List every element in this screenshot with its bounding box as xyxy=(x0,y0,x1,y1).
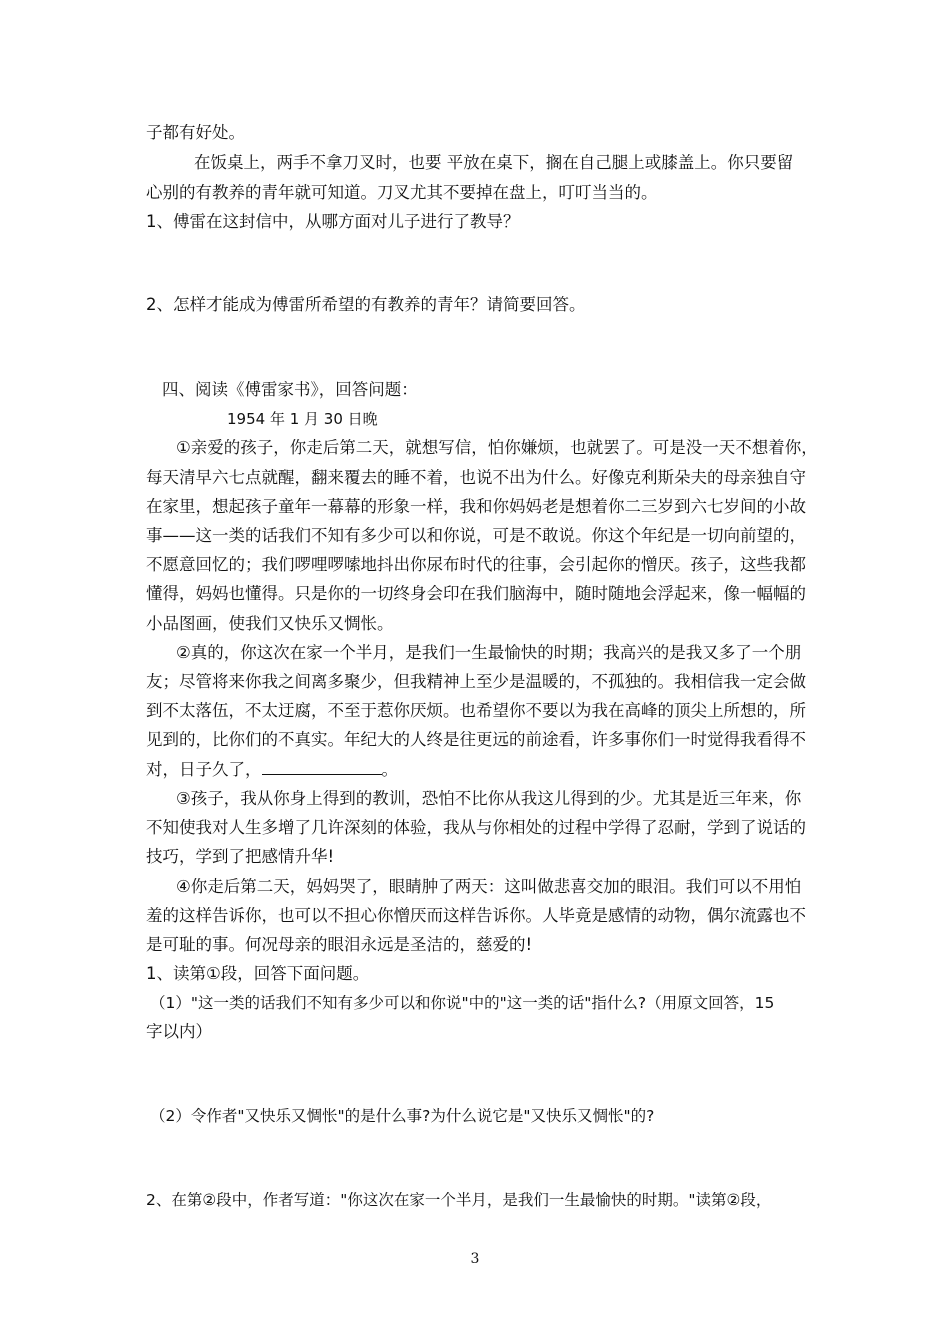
page-number: 3 xyxy=(470,1251,480,1267)
answer-blank[interactable] xyxy=(262,760,382,775)
paragraph-1-line: 不愿意回忆的；我们啰哩啰嗦地抖出你尿布时代的往事，会引起你的憎厌。孩子，这些我都 xyxy=(146,555,806,574)
paragraph-2-line: 见到的，比你们的不真实。年纪大的人终是往更远的前途看，许多事你们一时觉得我看得不 xyxy=(146,730,806,749)
paragraph-2-line: 到不太落伍，不太迂腐，不至于惹你厌烦。也希望你不要以为我在高峰的顶尖上所想的，所 xyxy=(146,701,806,720)
question-a-1-cont: 字以内） xyxy=(146,1022,212,1041)
paragraph-1-line: 懂得，妈妈也懂得。只是你的一切终身会印在我们脑海中，随时随地会浮起来，像一幅幅的 xyxy=(146,584,806,603)
paragraph-3-line: 不知使我对人生多增了几许深刻的体验，我从与你相处的过程中学得了忍耐，学到了说话的 xyxy=(146,818,806,837)
question-a-2: （2）令作者"又快乐又惆怅"的是什么事?为什么说它是"又快乐又惆怅"的? xyxy=(150,1107,655,1125)
text-segment: 对，日子久了， xyxy=(146,760,262,779)
question-a: 1、读第①段，回答下面问题。 xyxy=(146,964,370,983)
paragraph-1-line: 每天清早六七点就醒，翻来覆去的睡不着，也说不出为什么。好像克利斯朵夫的母亲独自守 xyxy=(146,468,806,487)
paragraph-3-line: 技巧，学到了把感情升华! xyxy=(146,847,335,866)
text-segment: 。 xyxy=(381,760,398,779)
paragraph-1-line: 小品图画，使我们又快乐又惆怅。 xyxy=(146,614,394,633)
text-line: 心别的有教养的青年就可知道。刀叉尤其不要掉在盘上，叮叮当当的。 xyxy=(146,183,658,202)
paragraph-4-line: 羞的这样告诉你，也可以不担心你憎厌而这样告诉你。人毕竟是感情的动物，偶尔流露也不 xyxy=(146,906,806,925)
paragraph-1-line: 在家里，想起孩子童年一幕幕的形象一样，我和你妈妈老是想着你二三岁到六七岁间的小故 xyxy=(146,497,806,516)
text-line: 子都有好处。 xyxy=(146,123,245,142)
question-2: 2、怎样才能成为傅雷所希望的有教养的青年？请简要回答。 xyxy=(146,295,586,314)
paragraph-1-line: 事——这一类的话我们不知有多少可以和你说，可是不敢说。你这个年纪是一切向前望的， xyxy=(146,526,806,545)
section-heading: 四、阅读《傅雷家书》，回答问题： xyxy=(162,380,418,399)
question-1: 1、傅雷在这封信中，从哪方面对儿子进行了教导？ xyxy=(146,212,520,231)
paragraph-1-line: ①亲爱的孩子，你走后第二天，就想写信，怕你嫌烦，也就罢了。可是没一天不想着你， xyxy=(176,438,818,457)
paragraph-2-line: ②真的，你这次在家一个半月，是我们一生最愉快的时期；我高兴的是我又多了一个朋 xyxy=(176,643,802,662)
question-a-1: （1）"这一类的话我们不知有多少可以和你说"中的"这一类的话"指什么?（用原文回答，15 xyxy=(150,994,775,1012)
paragraph-3-line: ③孩子，我从你身上得到的教训，恐怕不比你从我这儿得到的少。尤其是近三年来，你 xyxy=(176,789,802,808)
paragraph-4-line: ④你走后第二天，妈妈哭了，眼睛肿了两天：这叫做悲喜交加的眼泪。我们可以不用怕 xyxy=(176,877,802,896)
paragraph-2-line xyxy=(146,760,398,780)
paragraph-2-line: 友；尽管将来你我之间离多聚少，但我精神上至少是温暖的，不孤独的。我相信我一定会做 xyxy=(146,672,806,691)
text-line: 在饭桌上，两手不拿刀叉时，也要 平放在桌下，搁在自己腿上或膝盖上。你只要留 xyxy=(194,153,794,172)
question-b: 2、在第②段中，作者写道："你这次在家一个半月，是我们一生最愉快的时期。"读第②段， xyxy=(146,1191,772,1209)
paragraph-4-line: 是可耻的事。何况母亲的眼泪永远是圣洁的，慈爱的! xyxy=(146,935,533,954)
letter-date: 1954 年 1 月 30 日晚 xyxy=(227,410,378,428)
